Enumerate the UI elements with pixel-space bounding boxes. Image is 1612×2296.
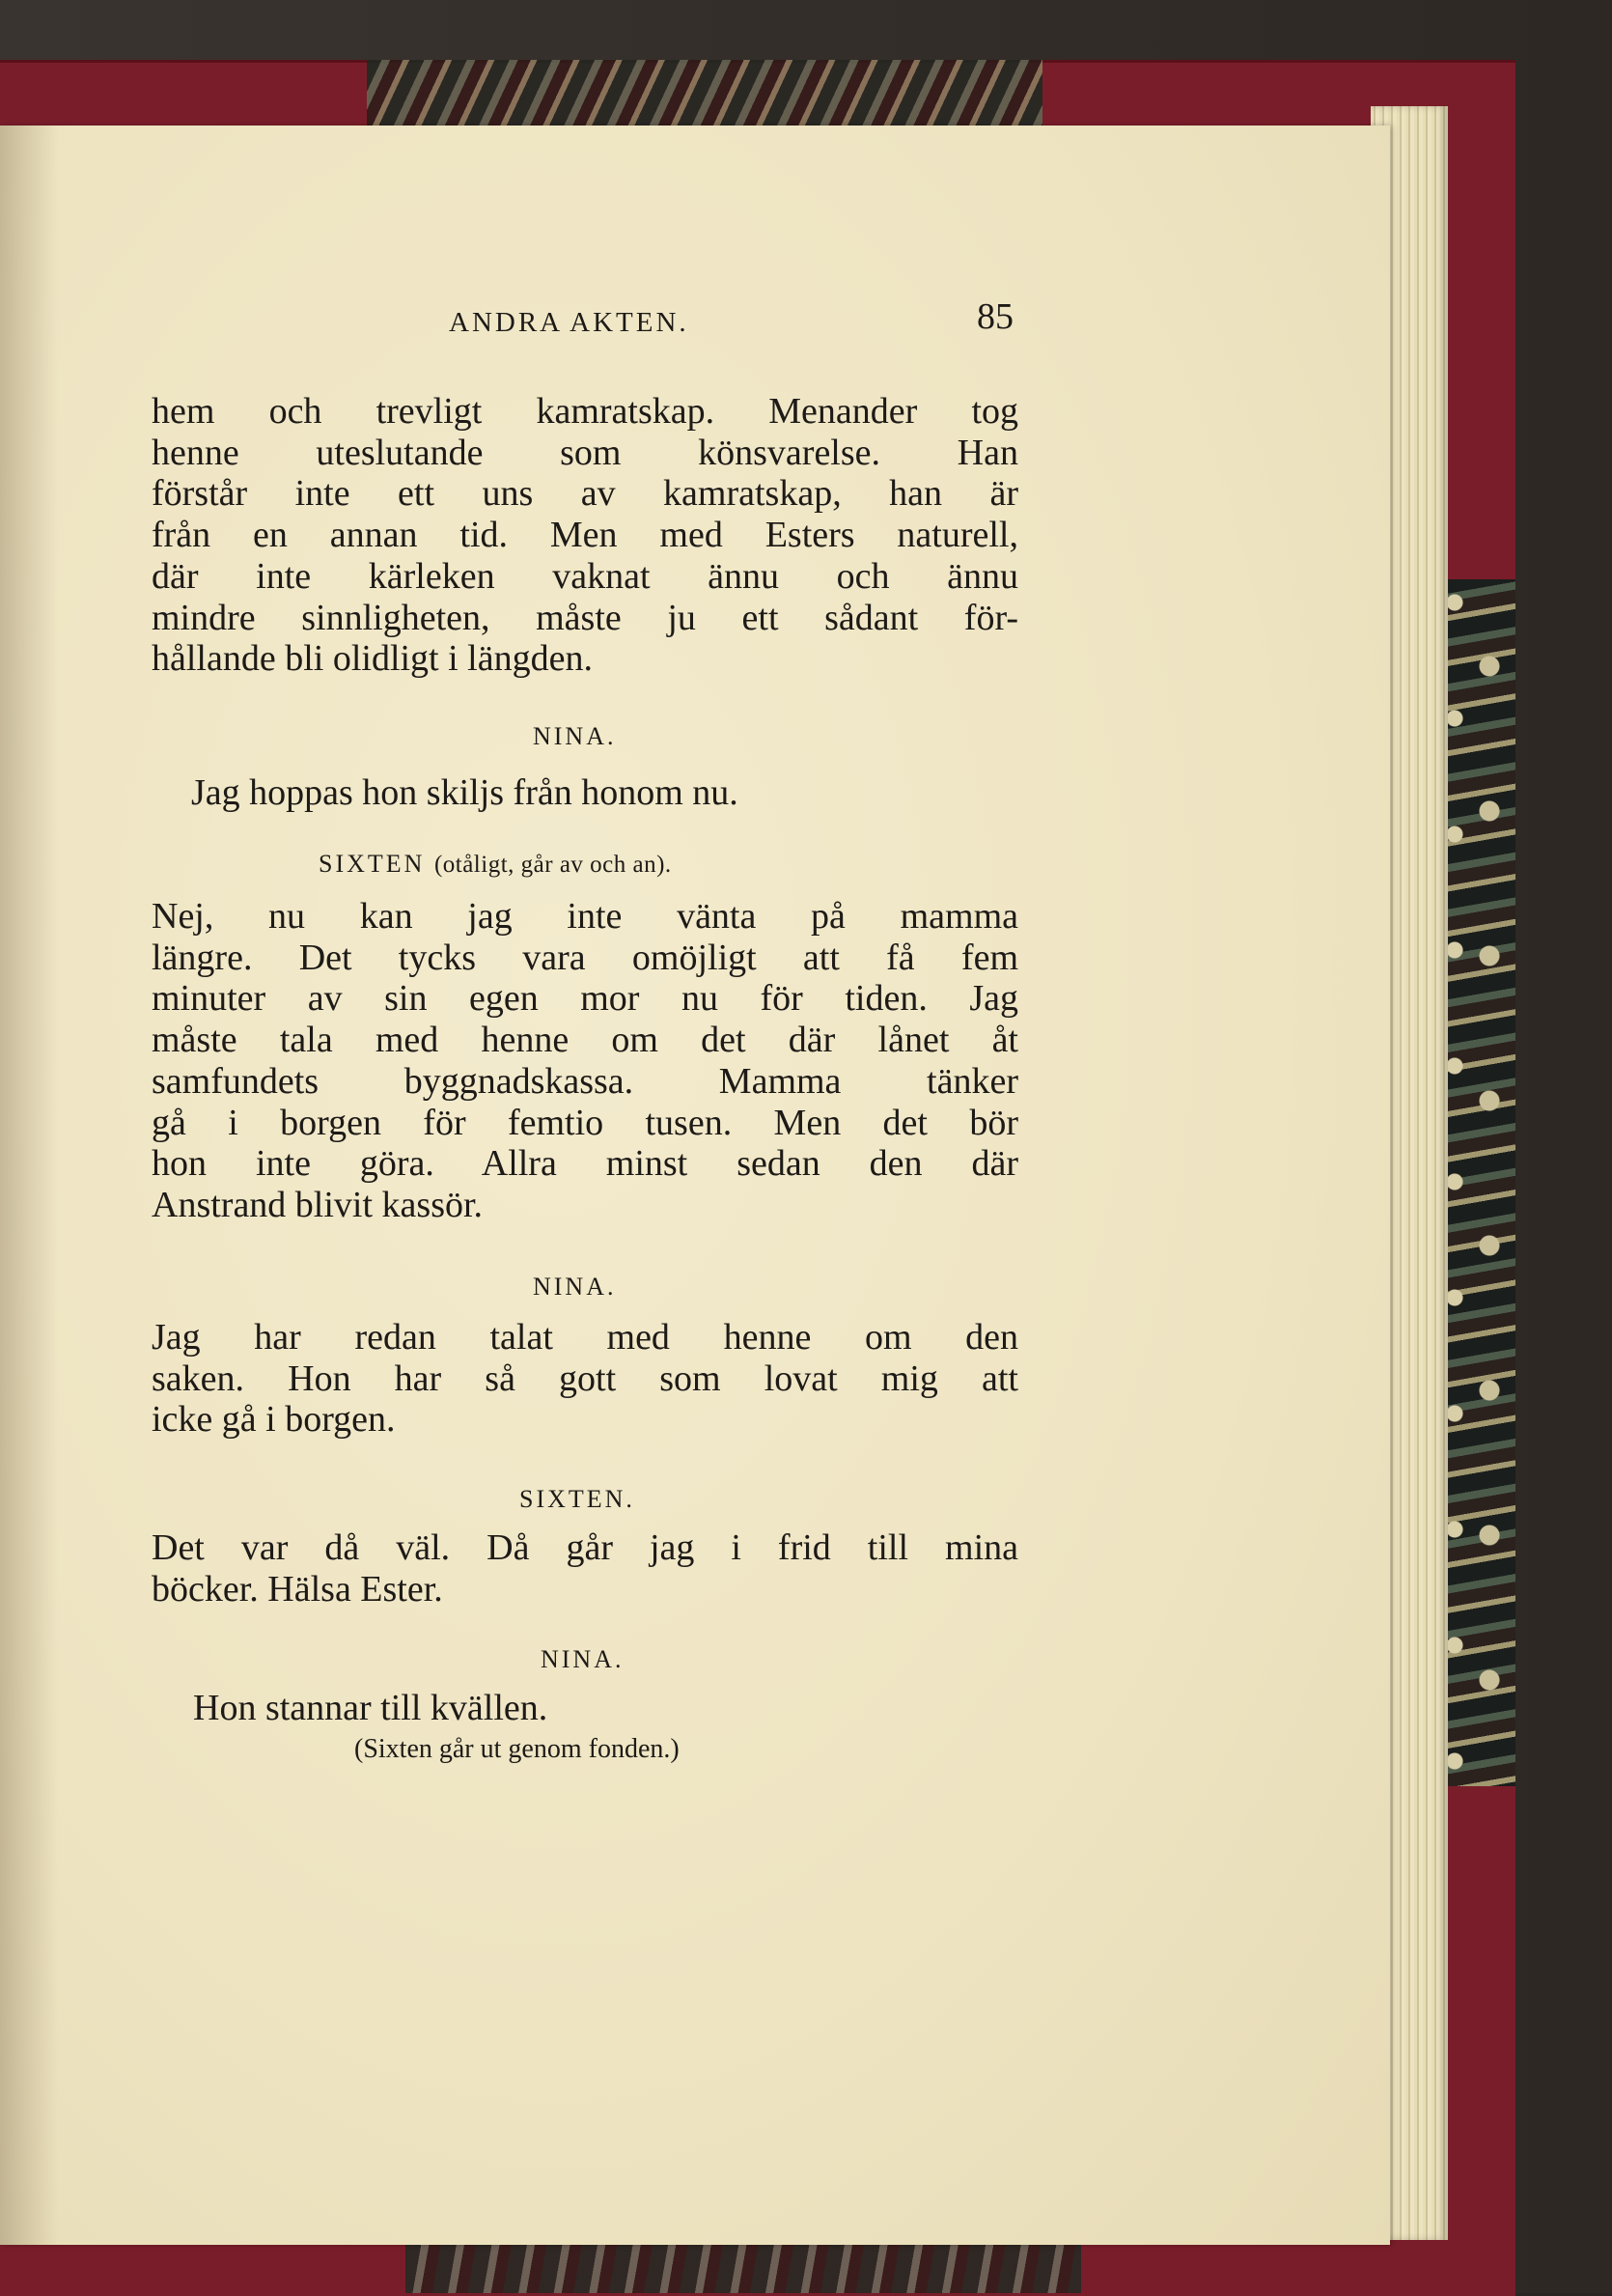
speaker-name: NINA. xyxy=(533,1273,617,1301)
speaker-name: NINA. xyxy=(533,722,617,750)
gutter-shadow xyxy=(0,126,58,2245)
text-line: från en annan tid. Men med Esters naturell, xyxy=(152,515,1018,556)
text-line: Hon stannar till kvällen. xyxy=(193,1688,548,1728)
marbled-endpaper-bottom xyxy=(405,2245,1081,2293)
dialogue-paragraph xyxy=(152,1317,1018,1441)
text-line: Jag hoppas hon skiljs från honom nu. xyxy=(191,772,738,813)
marbled-endpaper-top xyxy=(367,60,1042,127)
text-line: längre. Det tycks vara omöjligt att få fem xyxy=(152,937,1018,978)
text-line: förstår inte ett uns av kamratskap, han är xyxy=(152,473,1018,515)
speaker-name: SIXTEN xyxy=(319,850,426,878)
speaker-name: NINA. xyxy=(541,1645,625,1673)
speaker-name: SIXTEN. xyxy=(519,1485,635,1513)
text-line: där inte kärleken vaknat ännu och ännu xyxy=(152,555,1018,597)
text-line: Anstrand blivit kassör. xyxy=(152,1184,484,1225)
text-line: hem och trevligt kamratskap. Menander tog xyxy=(152,391,1018,432)
text-line: hon inte göra. Allra minst sedan den där xyxy=(152,1143,1018,1185)
text-line: Det var då väl. Då går jag i frid till mina xyxy=(152,1527,1018,1568)
dialogue-paragraph xyxy=(193,1688,1023,1729)
page-number: 85 xyxy=(977,296,1014,337)
running-header xyxy=(193,295,1023,353)
speaker-with-direction xyxy=(319,850,672,879)
dialogue-paragraph xyxy=(152,391,1018,680)
text-line: Jag har redan talat med henne om den xyxy=(152,1317,1018,1358)
text-line: böcker. Hälsa Ester. xyxy=(152,1568,443,1610)
text-line: minuter av sin egen mor nu för tiden. Jag xyxy=(152,978,1018,1020)
text-line: Nej, nu kan jag inte vänta på mamma xyxy=(152,896,1018,937)
text-line: saken. Hon har så gott som lovat mig att xyxy=(152,1358,1018,1399)
text-line: samfundets byggnadskassa. Mamma tänker xyxy=(152,1060,1018,1102)
dialogue-paragraph xyxy=(152,896,1018,1226)
text-line: hållande bli olidligt i längden. xyxy=(152,638,593,680)
text-line: måste tala med henne om det där lånet åt xyxy=(152,1020,1018,1061)
text-line: mindre sinnligheten, måste ju ett sådant för- xyxy=(152,597,1018,638)
running-title: ANDRA AKTEN. xyxy=(449,307,689,338)
stage-direction: (Sixten går ut genom fonden.) xyxy=(354,1734,680,1764)
dialogue-paragraph xyxy=(191,772,1021,814)
stage-direction: (otåligt, går av och an). xyxy=(433,852,672,878)
text-line: gå i borgen för femtio tusen. Men det bör xyxy=(152,1102,1018,1143)
text-line: henne uteslutande som könsvarelse. Han xyxy=(152,432,1018,473)
text-line: icke gå i borgen. xyxy=(152,1399,396,1441)
dialogue-paragraph xyxy=(152,1527,1018,1610)
